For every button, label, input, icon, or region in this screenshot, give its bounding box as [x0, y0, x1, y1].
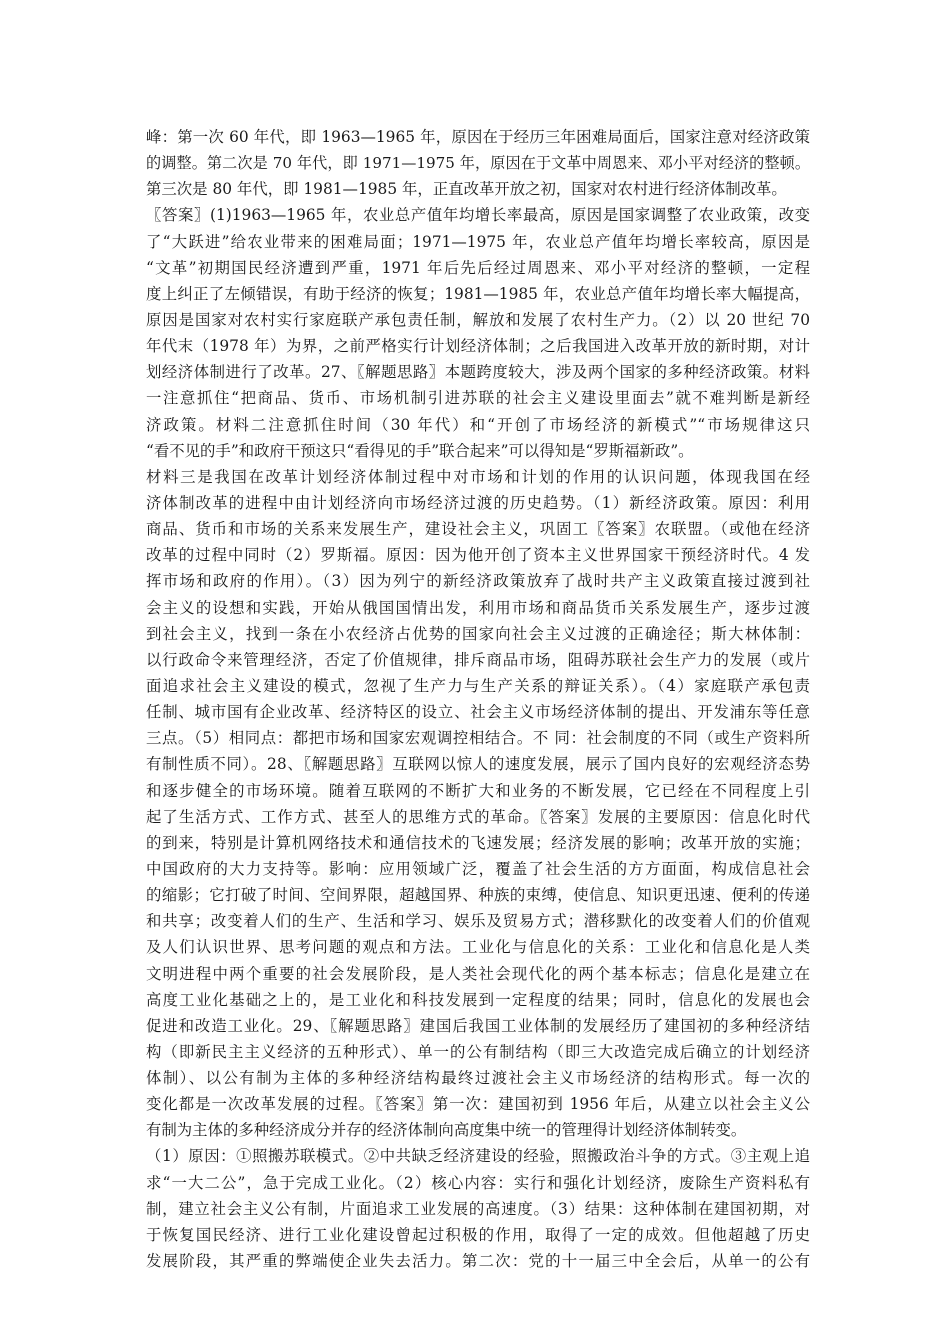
text-line: 的到来，特别是计算机网络技术和通信技术的飞速发展；经济发展的影响；改革开放的实施；: [146, 833, 810, 852]
text-line: 促进和改造工业化。29、〖解题思路〗建国后我国工业体制的发展经历了建国初的多种经济结: [146, 1016, 810, 1035]
text-line: 有制为主体的多种经济成分并存的经济体制向高度集中统一的管理得计划经济体制转变。: [146, 1121, 747, 1140]
text-line: 挥市场和政府的作用）。（3）因为列宁的新经济政策放弃了战时共产主义政策直接过渡到社: [146, 572, 810, 591]
text-line: 年代末（1978 年）为界，之前严格实行计划经济体制；之后我国进入改革开放的新时期，对计: [146, 337, 810, 356]
text-line: 高度工业化基础之上的，是工业化和科技发展到一定程度的结果；同时，信息化的发展也会: [146, 990, 810, 1009]
text-line: 一注意抓住“把商品、货币、市场机制引进苏联的社会主义建设里面去”就不难判断是新经: [146, 389, 810, 408]
text-line: 划经济体制进行了改革。27、〖解题思路〗本题跨度较大，涉及两个国家的多种经济政策。材料: [146, 363, 810, 382]
text-line: “文革”初期国民经济遭到严重，1971 年后先后经过周恩来、邓小平对经济的整顿，一定程: [146, 258, 810, 277]
text-line: 了“大跃进”给农业带来的困难局面；1971—1975 年，农业总产值年均增长率较高，原因是: [146, 232, 810, 251]
text-line: 会主义的设想和实践，开始从俄国国情出发，利用市场和商品货币关系发展生产，逐步过渡: [146, 598, 810, 617]
text-line: 第三次是 80 年代，即 1981—1985 年，正直改革开放之初，国家对农村进行经济体制改革。: [146, 180, 787, 199]
text-line: 以行政命令来管理经济，否定了价值规律，排斥商品市场，阻碍苏联社会生产力的发展（或片: [146, 650, 810, 669]
text-line: 任制、城市国有企业改革、经济特区的设立、社会主义市场经济体制的提出、开发浦东等任意: [146, 703, 810, 722]
text-line: 的缩影；它打破了时间、空间界限，超越国界、种族的束缚，使信息、知识更迅速、便利的传递: [146, 886, 810, 905]
text-line: 材料三是我国在改革计划经济体制过程中对市场和计划的作用的认识问题，体现我国在经: [146, 467, 810, 486]
text-line: 济政策。材料二注意抓住时间（30 年代）和“开创了市场经济的新模式”“市场规律这只: [146, 415, 810, 434]
text-line: 发展阶段，其严重的弊端使企业失去活力。第二次：党的十一届三中全会后，从单一的公有: [146, 1252, 810, 1271]
text-line: 文明进程中两个重要的社会发展阶段，是人类社会现代化的两个基本标志；信息化是建立在: [146, 964, 810, 983]
text-line: 于恢复国民经济、进行工业化建设曾起过积极的作用，取得了一定的成效。但他超越了历史: [146, 1225, 810, 1244]
text-line: 求“一大二公”，急于完成工业化。（2）核心内容：实行和强化计划经济，废除生产资料私有: [146, 1173, 810, 1192]
text-line: 到社会主义，找到一条在小农经济占优势的国家向社会主义过渡的正确途径；斯大林体制：: [146, 624, 810, 643]
text-line: “看不见的手”和政府干预这只“看得见的手”联合起来”可以得知是“罗斯福新政”。: [146, 441, 694, 460]
text-line: 济体制改革的进程中由计划经济向市场经济过渡的历史趋势。（1）新经济政策。原因：利用: [146, 493, 810, 512]
text-line: 有制性质不同）。28、〖解题思路〗互联网以惊人的速度发展，展示了国内良好的宏观经济态势: [146, 755, 810, 774]
text-line: 起了生活方式、工作方式、甚至人的思维方式的革命。〖答案〗发展的主要原因：信息化时代: [146, 807, 810, 826]
text-line: 三点。（5）相同点：都把市场和国家宏观调控相结合。不 同：社会制度的不同（或生产资料所: [146, 729, 810, 748]
text-line: 构（即新民主主义经济的五种形式）、单一的公有制结构（即三大改造完成后确立的计划经济: [146, 1042, 810, 1061]
text-line: 体制）、以公有制为主体的多种经济结构最终过渡社会主义市场经济的结构形式。每一次的: [146, 1069, 810, 1088]
text-line: 改革的过程中同时（2）罗斯福。原因：因为他开创了资本主义世界国家干预经济时代。4 发: [146, 546, 810, 565]
text-line: 及人们认识世界、思考问题的观点和方法。工业化与信息化的关系：工业化和信息化是人类: [146, 938, 810, 957]
text-line: 度上纠正了左倾错误，有助于经济的恢复；1981—1985 年，农业总产值年均增长率大幅提高，: [146, 284, 810, 303]
text-line: 和共享；改变着人们的生产、生活和学习、娱乐及贸易方式；潜移默化的改变着人们的价值观: [146, 912, 810, 931]
text-line: 和逐步健全的市场环境。随着互联网的不断扩大和业务的不断发展，它已经在不同程度上引: [146, 781, 810, 800]
text-line: 面追求社会主义建设的模式，忽视了生产力与生产关系的辩证关系）。（4）家庭联产承包责: [146, 676, 810, 695]
text-line: 的调整。第二次是 70 年代，即 1971—1975 年，原因在于文革中周恩来、邓小平对经济的整顿。: [146, 154, 810, 173]
body-text: [146, 124, 810, 1274]
text-line: 原因是国家对农村实行家庭联产承包责任制，解放和发展了农村生产力。（2）以 20 世纪 70: [146, 310, 810, 329]
text-line: 制，建立社会主义公有制，片面追求工业发展的高速度。（3）结果：这种体制在建国初期，对: [146, 1199, 810, 1218]
text-line: 中国政府的大力支持等。影响：应用领域广泛，覆盖了社会生活的方方面面，构成信息社会: [146, 859, 810, 878]
text-line: 〖答案〗(1)1963—1965 年，农业总产值年均增长率最高，原因是国家调整了农业政策，改变: [146, 206, 810, 225]
text-line: （1）原因：①照搬苏联模式。②中共缺乏经济建设的经验，照搬政治斗争的方式。③主观上追: [146, 1147, 810, 1166]
text-line: 峰：第一次 60 年代，即 1963—1965 年，原因在于经历三年困难局面后，国家注意对经济政策: [146, 128, 810, 146]
text-line: 商品、货币和市场的关系来发展生产，建设社会主义，巩固工〖答案〗农联盟。（或他在经济: [146, 520, 810, 539]
text-line: 变化都是一次改革发展的过程。〖答案〗第一次：建国初到 1956 年后，从建立以社会主义公: [146, 1095, 810, 1114]
